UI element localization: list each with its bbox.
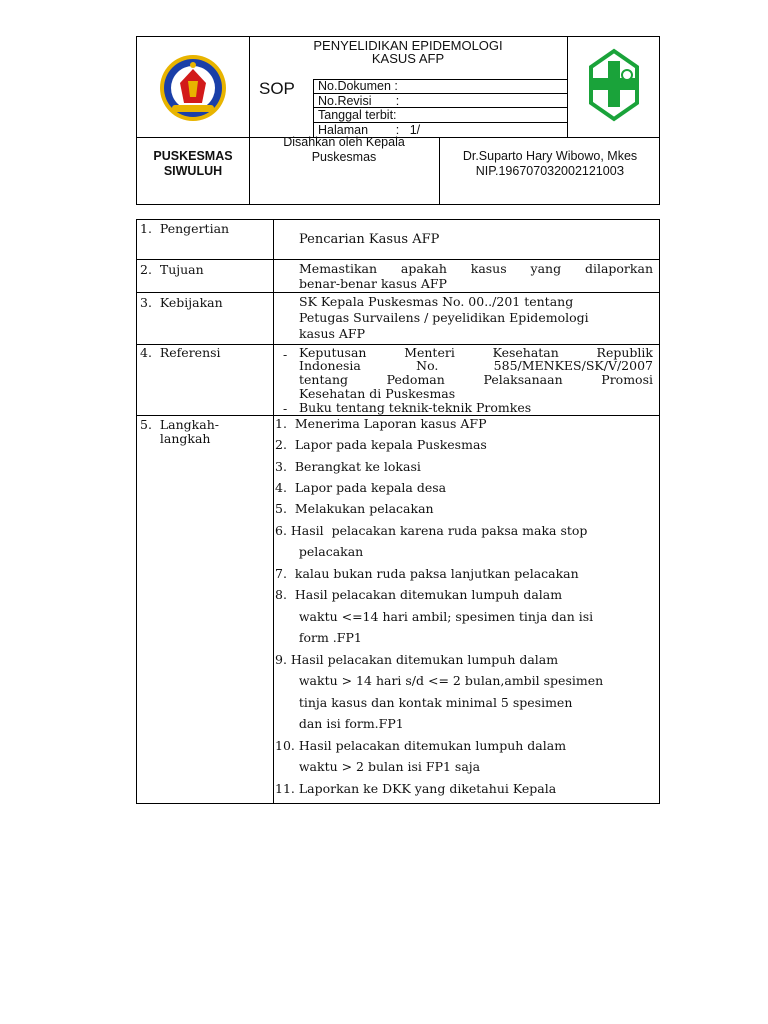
document-meta [313, 79, 567, 137]
step-item: 2. Lapor pada kepala Puskesmas [275, 437, 487, 452]
label-pengertian: 1. Pengertian [140, 221, 230, 236]
label-langkah-2: langkah [140, 431, 211, 446]
pengertian-text: Pencarian Kasus AFP [299, 232, 440, 247]
title-line-2: KASUS AFP [371, 51, 445, 66]
referensi-line-3: tentang Pedoman Pelaksanaan Promosi [299, 372, 653, 387]
step-item: 1. Menerima Laporan kasus AFP [275, 416, 487, 431]
step-item: 6. Hasil pelacakan karena ruda paksa maka stop [275, 523, 588, 538]
meta-page: Halaman : 1/ [318, 122, 421, 137]
step-item: 5. Melakukan pelacakan [275, 501, 434, 516]
step-item-continuation: waktu > 14 hari s/d <= 2 bulan,ambil spesimen [275, 673, 604, 688]
label-langkah-1: 5. Langkah- [140, 417, 219, 432]
step-item-continuation: dan isi form.FP1 [275, 716, 404, 731]
referensi-line-5: Buku tentang teknik-teknik Promkes [299, 400, 532, 415]
signer-nip: NIP.19670703200212100З [475, 164, 625, 178]
approval-line-1: Disahkan oleh Kepala [283, 135, 405, 149]
label-kebijakan: 3. Kebijakan [140, 295, 223, 310]
meta-revision: No.Revisi : [313, 94, 567, 109]
step-item-continuation: waktu > 2 bulan isi FP1 saja [275, 759, 481, 774]
step-item-continuation: pelacakan [275, 544, 364, 559]
regency-emblem-icon [158, 53, 228, 123]
puskesmas-line-2: SIWULUH [163, 164, 223, 178]
step-item-continuation: tinja kasus dan kontak minimal 5 spesimen [275, 695, 573, 710]
label-referensi: 4. Referensi [140, 345, 221, 360]
referensi-line-1: Keputusan Menteri Kesehatan Republik [299, 345, 653, 360]
step-item: 10. Hasil pelacakan ditemukan lumpuh dalam [275, 738, 567, 753]
kebijakan-line-2: Petugas Survailens / peyelidikan Epidemologi [299, 310, 589, 325]
step-item: 9. Hasil pelacakan ditemukan lumpuh dalam [275, 652, 559, 667]
kebijakan-line-3: kasus AFP [299, 326, 365, 341]
sop-header-table [136, 36, 660, 205]
tujuan-line-2: benar-benar kasus AFP [299, 276, 447, 291]
puskesmas-name [137, 149, 249, 179]
signer-block [439, 149, 661, 179]
tujuan-line-1: Memastikan apakah kasus yang dilaporkan [299, 261, 653, 276]
meta-issue-date: Tanggal terbit: [313, 108, 567, 123]
step-item: 11. Laporkan ke DKK yang diketahui Kepala [275, 781, 557, 796]
title-line-1: PENYELIDIKAN EPIDEMOLOGI [313, 38, 503, 53]
approval-label [249, 135, 439, 165]
sop-content-table [136, 219, 660, 804]
referensi-line-4: Kesehatan di Puskesmas [299, 386, 456, 401]
meta-document-number: No.Dokumen : [313, 79, 567, 94]
referensi-bullet-2: - [283, 401, 288, 416]
referensi-line-2: Indonesia No. 585/MENKES/SK/V/2007 [299, 358, 653, 373]
sop-label: SOP [259, 79, 295, 98]
kebijakan-line-1: SK Kepala Puskesmas No. 00../201 tentang [299, 294, 574, 309]
approval-line-2: Puskesmas [311, 150, 377, 164]
referensi-bullet-1: - [283, 347, 288, 362]
label-tujuan: 2. Tujuan [140, 262, 204, 277]
step-item: 8. Hasil pelacakan ditemukan lumpuh dalam [275, 587, 563, 602]
health-logo-cell [567, 37, 661, 137]
step-item: 4. Lapor pada kepala desa [275, 480, 447, 495]
step-item-continuation: form .FP1 [275, 630, 362, 645]
puskesmas-line-1: PUSKESMAS [153, 149, 233, 163]
step-item: 7. kalau bukan ruda paksa lanjutkan pelacakan [275, 566, 579, 581]
document-title [249, 37, 567, 79]
step-item: 3. Berangkat ke lokasi [275, 459, 421, 474]
puskesmas-logo-icon [567, 37, 661, 137]
logo-cell [137, 37, 249, 137]
step-item-continuation: waktu <=14 hari ambil; spesimen tinja dan isi [275, 609, 594, 624]
signer-name: Dr.Suparto Hary Wibowo, Mkes [462, 149, 638, 163]
